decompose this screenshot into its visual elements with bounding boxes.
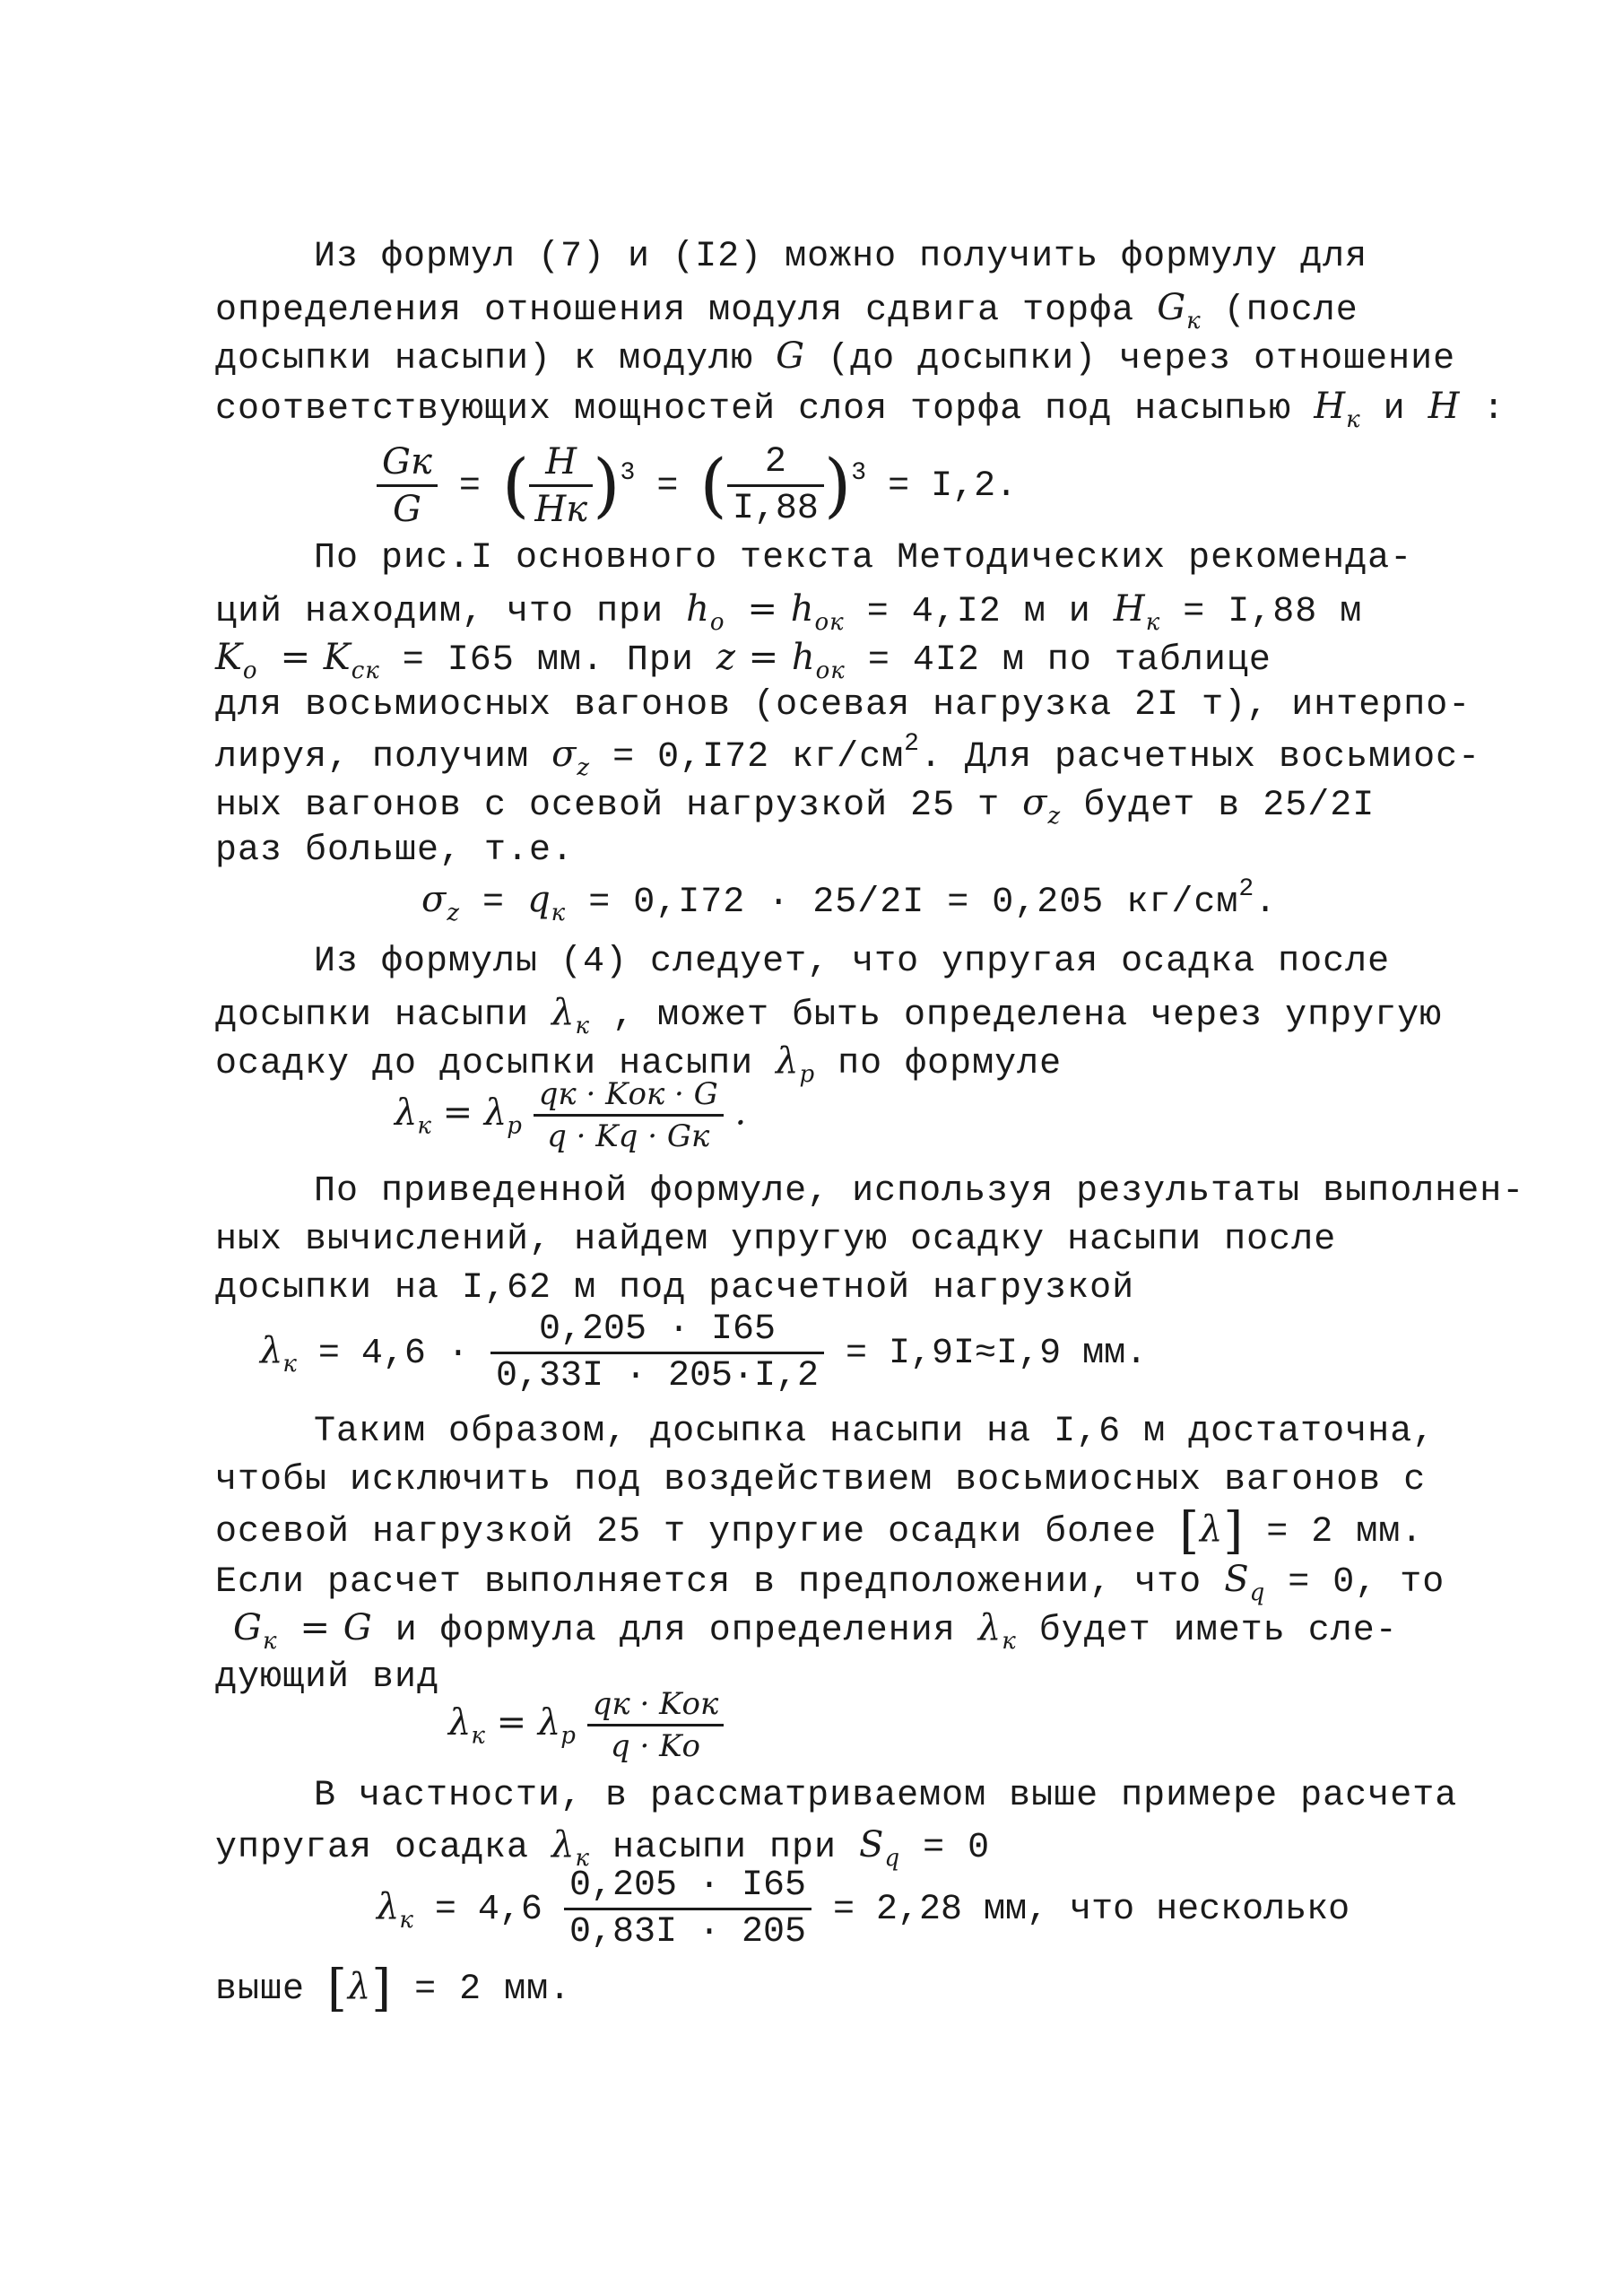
text-line: осевой нагрузкой 25 т упругие осадки более [λ] = 2 мм. [215, 1501, 1424, 1561]
text-line: Таким образом, досыпка насыпи на I,6 м достаточна, [314, 1412, 1436, 1452]
text-line: ций находим, что при $h_о = h_{ок} = 4,I2$ м и $H_к = I,88$ м [215, 588, 1363, 636]
text-line: ных вагонов с осевой нагрузкой 25 т $\sigma_z$ будет в 25/2I [215, 782, 1376, 830]
text-line: лируя, получим $\sigma_z = 0,I72$ $кг/см^2$. Для расчетных восьмиос- [215, 730, 1481, 781]
text-line: определения отношения модуля сдвига торфа $G_к$ (после [215, 287, 1358, 335]
text-line: для восьмиосных вагонов (осевая нагрузка 2I т), интерпо- [215, 685, 1471, 726]
text-line: дующий вид [215, 1657, 440, 1698]
text-line: осадку до досыпки насыпи $\lambda_р$ по формуле [215, 1040, 1063, 1088]
text-line: По приведенной формуле, используя результаты выполнен- [314, 1171, 1525, 1212]
text-line: чтобы исключить под воздействием восьмиосных вагонов с [215, 1460, 1427, 1500]
text-line: раз больше, т.е. [215, 831, 575, 871]
formula-settlement-general: $\lambda_к = \lambda_р$ $\frac{\text{qк · Kок · G}}{q \cdot Kq \cdot Gк}$ . [395, 1076, 747, 1154]
text-line: ных вычислений, найдем упругую осадку насыпи после [215, 1220, 1337, 1260]
formula-stress: $\sigma_z = q_к = 0,I72 \cdot 25/2I = 0,205$ $кг/см^2$. [421, 875, 1278, 926]
text-line: упругая осадка $\lambda_к$ насыпи при $S_q = 0$ [215, 1824, 991, 1872]
text-line: В частности, в рассматриваемом выше примере расчета [314, 1776, 1458, 1816]
text-line: Если расчет выполняется в предположении, что $S_q = 0$, то [215, 1559, 1445, 1606]
text-line: досыпки насыпи) к модулю G (до досыпки) через отношение [215, 335, 1456, 379]
text-line: $G_к = G$ и формула для определения $\lambda_к$ будет иметь сле- [233, 1607, 1398, 1655]
text-line: $K_о = K_{ск} = I65$ мм. При $z = h_{ок} = 4I2$ м по таблице [215, 637, 1271, 684]
formula-settlement-calc1: $\lambda_к = 4,6$ · $\frac{0,205 \cdot I65}{0,33I \cdot 205\cdot I,2}$ = I,9I≈I,9 мм. [260, 1309, 1148, 1396]
formula-shear-modulus-ratio: $\frac{Gк}{G}$ = ( $\frac{H}{Hк}$ )$^3$ = ( $\frac{2}{I,88}$ )$^3$ = I,2. [377, 441, 1017, 530]
formula-settlement-calc2: $\lambda_к = 4,6$ $\frac{0,205 \cdot I65}{0,83I \cdot 205}$ = 2,28 мм, что несколько [377, 1866, 1350, 1952]
text-line: соответствующих мощностей слоя торфа под насыпью $H_к$ и H : [215, 386, 1506, 433]
formula-settlement-simplified: $\lambda_к = \lambda_р$ $\frac{\text{qк · Kок}}{q \cdot Kо}$ [448, 1686, 724, 1764]
text-line: выше [λ] = 2 мм. [215, 1959, 572, 2018]
text-line: Из формулы (4) следует, что упругая осадка после [314, 942, 1391, 982]
text-line: Из формул (7) и (I2) можно получить формулу для [314, 237, 1368, 277]
text-line: По рис.I основного текста Методических рекоменда- [314, 538, 1413, 578]
text-line: досыпки на I,62 м под расчетной нагрузкой [215, 1268, 1135, 1309]
text-line: досыпки насыпи $\lambda_к$ , может быть определена через упругую [215, 992, 1443, 1039]
